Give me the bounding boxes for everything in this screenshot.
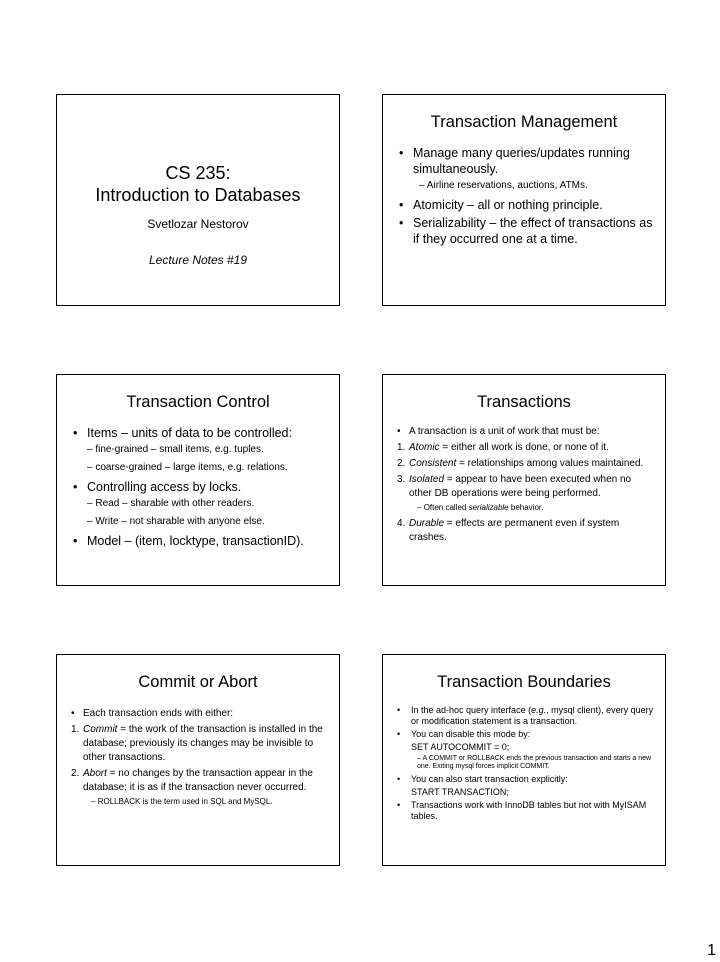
numbered-item: 4. Durable = effects are permanent even if system crashes.: [397, 518, 620, 543]
sub-bullet-item: – Read – sharable with other readers.: [87, 498, 255, 509]
bullet-item: • In the ad-hoc query interface (e.g., mysql client), every query or modification statement is a transaction.: [397, 705, 654, 726]
sub-bullet-item: – fine-grained – small items, e.g. tuples.: [87, 444, 264, 455]
course-title-line1: CS 235:: [165, 163, 231, 183]
slide-title: Transaction Boundaries: [437, 673, 611, 691]
sub-bullet-item: – ROLLBACK is the term used in SQL and MySQL.: [91, 797, 273, 806]
slide-transaction-boundaries: [382, 654, 666, 866]
bullet-item: • Items – units of data to be controlled:: [73, 426, 292, 440]
bullet-icon: •: [399, 198, 404, 212]
slide-title: [56, 94, 340, 306]
bullet-item: • Model – (item, locktype, transactionID).: [73, 534, 304, 548]
slide-transaction-management: [382, 94, 666, 306]
bullet-item: • Controlling access by locks.: [73, 480, 242, 494]
bullet-icon: •: [73, 480, 78, 494]
slide-body: [397, 705, 655, 824]
slide-title: Transaction Management: [430, 113, 618, 131]
numbered-item: 2. Consistent = relationships among values maintained.: [397, 458, 644, 469]
numbered-item: 2. Abort = no changes by the transaction appear in the database; it is as if the transaction never occurred.: [71, 768, 313, 793]
slide-title: Transaction Control: [126, 393, 270, 411]
slide-body: [71, 707, 329, 811]
sub-bullet-item: – coarse-grained – large items, e.g. relations.: [87, 462, 288, 473]
slide-transaction-control: [56, 374, 340, 586]
code-line: SET AUTOCOMMIT = 0;: [411, 742, 510, 752]
bullet-icon: •: [397, 774, 401, 784]
course-title-line2: Introduction to Databases: [95, 185, 301, 205]
slide-transactions: [382, 374, 666, 586]
bullet-item: • Transactions work with InnoDB tables but not with MyISAM tables.: [397, 800, 647, 821]
lecture-subtitle: Lecture Notes #19: [148, 253, 248, 267]
bullet-icon: •: [397, 705, 401, 715]
bullet-icon: •: [397, 800, 401, 810]
numbered-item: 3. Isolated = appear to have been executed when no other DB operations were being performed.: [397, 474, 632, 499]
bullet-icon: •: [397, 426, 401, 437]
numbered-item: 1. Commit = the work of the transaction is installed in the database; previously its changes may be invisible to other transactions.: [71, 724, 323, 763]
bullet-icon: •: [399, 146, 404, 160]
bullet-icon: •: [71, 708, 75, 719]
sub-bullet-item: – A COMMIT or ROLLBACK ends the previous transaction and starts a new one. Exiting mysql forces implicit COMMIT.: [417, 755, 652, 770]
bullet-icon: •: [73, 534, 78, 548]
author-name: Svetlozar Nestorov: [147, 217, 249, 231]
intro-bullet: • A transaction is a unit of work that must be:: [397, 426, 600, 437]
bullet-item: • You can disable this mode by:: [397, 729, 531, 739]
sub-bullet-item: – Often called serializable behavior.: [417, 503, 544, 512]
bullet-icon: •: [73, 426, 78, 440]
slide-body: [397, 425, 655, 547]
bullet-item: • Serializability – the effect of transactions as if they occurred one at a time.: [399, 216, 653, 246]
bullet-item: • Atomicity – all or nothing principle.: [399, 198, 603, 212]
bullet-item: • You can also start transaction explicitly:: [397, 774, 568, 784]
slide-body: [73, 425, 329, 551]
code-line: START TRANSACTION;: [411, 787, 509, 797]
bullet-icon: •: [397, 729, 401, 739]
sub-bullet-item: – Airline reservations, auctions, ATMs.: [419, 180, 588, 191]
slide-body: [399, 145, 655, 249]
numbered-item: 1. Atomic = either all work is done, or none of it.: [397, 442, 609, 453]
intro-bullet: • Each transaction ends with either:: [71, 708, 234, 719]
sub-bullet-item: – Write – not sharable with anyone else.: [87, 516, 265, 527]
slide-title: Transactions: [477, 393, 571, 411]
page-number: 1: [707, 942, 716, 959]
bullet-icon: •: [399, 216, 404, 230]
bullet-item: • Manage many queries/updates running simultaneously.: [399, 146, 630, 176]
slide-commit-or-abort: [56, 654, 340, 866]
slide-title: Commit or Abort: [138, 673, 258, 691]
